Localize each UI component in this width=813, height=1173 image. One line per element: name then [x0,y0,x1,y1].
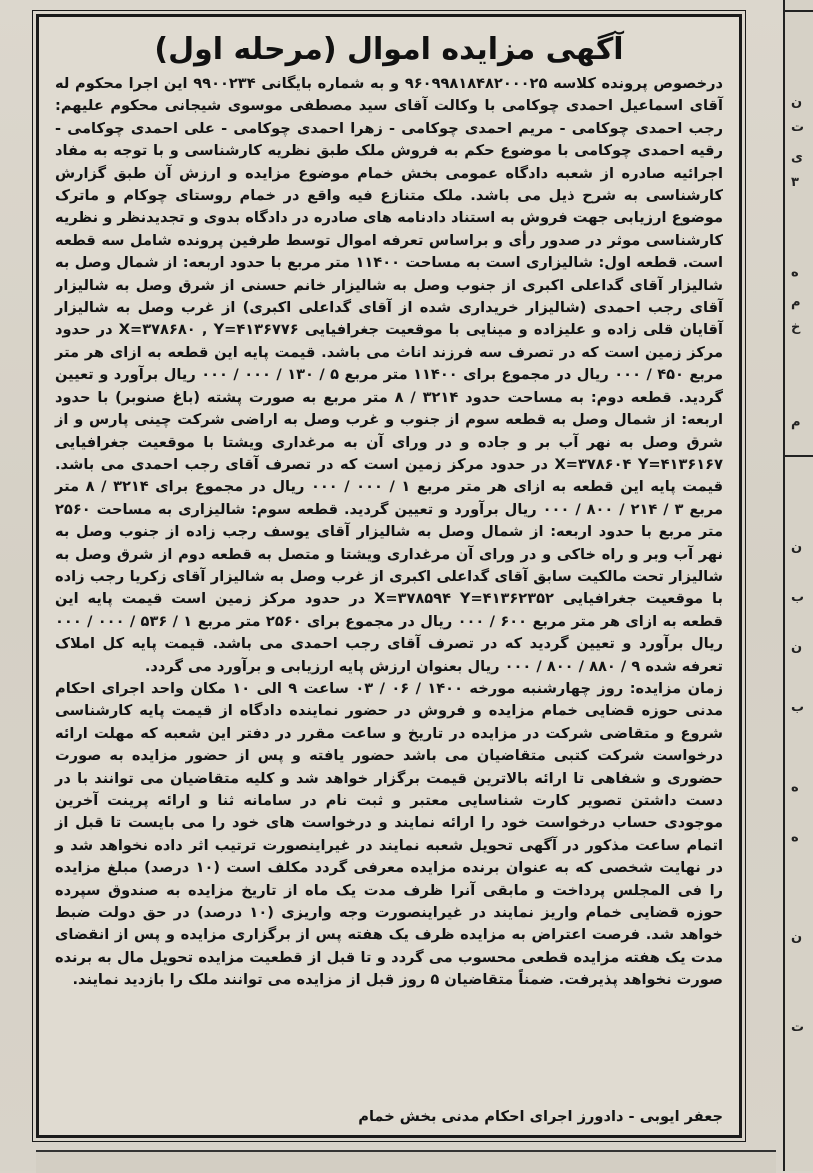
notice-paragraph-auction-terms: زمان مزایده: روز چهارشنبه مورخه ۱۴۰۰ / ۰۶ / ۰۳ ساعت ۹ الی ۱۰ مکان واحد اجرای احکام مدنی حوزه قضایی خمام مزایده و فروش در حضور نماینده دادگاه از قیمت پایه کارشناسی شروع و متقاضی شرکت در مزایده در تاریخ و ساعت مقرر در دفتر این شعبه که مهلت ارائه درخواست شرکت کتبی متقاضیان می باشد حضور یافته و پس از حضور مزایده به صورت حضوری و شفاهی تا ارائه بالاترین قیمت برگزار خواهد شد و کلیه متقاضیان می توانند با در دست داشتن تصویر کارت شناسایی معتبر و ثبت نام در سامانه ثنا و ارائه پرینت آخرین موجودی حساب درخواست خود را ارائه نمایند و درخواست های خود را می بایست تا قبل از اتمام ساعت مذکور در آگهی تحویل شعبه نمایند در غیراینصورت ترتیب اثر داده نخواهد شد و در نهایت شخصی که به عنوان برنده مزایده معرفی گردد مکلف است (۱۰ درصد) مبلغ مزایده را فی المجلس پرداخت و مابقی آنرا ظرف مدت یک ماه از تاریخ مزایده به صندوق سپرده حوزه قضایی خمام واریز نمایند در غیراینصورت وجه واریزی (۱۰ درصد) در حق دولت ضبط خواهد شد. فرصت اعتراض به مزایده ظرف یک هفته پس از برگزاری مزایده و پس از انقضای مدت یک هفته مزایده قطعی محسوب می گردد و تا قبل از قطعیت مزایده تحویل مال به برنده صورت نخواهد پذیرفت. ضمناً متقاضیان ۵ روز قبل از مزایده می توانند ملک را بازدید نمایند. [55,679,724,989]
column-fragment: ب [791,700,805,715]
column-fragment: ن [791,930,803,945]
column-fragment: ن [791,95,803,110]
notice-signature: جعفر ایوبی - دادورز اجرای احکام مدنی بخش خمام [358,1108,723,1125]
column-rule [785,10,813,12]
notice-paragraph-properties: درخصوص پرونده کلاسه ۹۶۰۹۹۸۱۸۴۸۲۰۰۰۲۵ و به شماره بایگانی ۹۹۰۰۲۳۴ این اجرا محکوم له آقای اسماعیل احمدی چوکامی با وکالت آقای سید مصطفی موسوی شیجانی محکوم علیهم: رجب احمدی چوکامی - مریم احمدی چوکامی - زهرا احمدی چوکامی - علی احمدی چوکامی - رقیه احمدی چوکامی با موضوع حکم به فروش ملک طبق نظریه کارشناسی و با توجه به مفاد اجرائیه صادره از شعبه دادگاه عمومی بخش خمام موضوع مزایده و ارزش آن طبق گزارش کارشناسی به شرح ذیل می باشد. ملک متنازع فیه واقع در خمام روستای چوکام و ماترک موضوع ارزیابی جهت فروش به استناد دادنامه های صادره در دادگاه بدوی و تجدیدنظر و نظریه کارشناسی موثر در صدور رأی و براساس تعرفه اموال توسط طرفین پرونده شامل سه قطعه است. قطعه اول: شالیزاری است به مساحت ۱۱۴۰۰ متر مربع با حدود اربعه: از شمال وصل به شالیزار آقای گداعلی اکبری از جنوب وصل به شالیزار خانم حسنی از شرق وصل به شالیزار آقای رجب احمدی (شالیزار خریداری شده از آقای گداعلی اکبری) از غرب وصل به شالیزار آقایان قلی زاده و علیزاده و مینایی با موقعیت جغرافیایی X=۳۷۸۶۸۰ , Y=۴۱۳۶۷۷۶ در حدود مرکز زمین است که در تصرف سه فرزند اناث می باشد. قیمت پایه این قطعه به ازای هر متر مربع ۴۵۰ / ۰۰۰ ریال در مجموع برای ۱۱۴۰۰ متر مربع ۵ / ۱۳۰ / ۰۰۰ / ۰۰۰ ریال برآورد و تعیین گردید. قطعه دوم: به مساحت حدود ۳۲۱۴ / ۸ متر مربع به صورت پشته (باغ صنوبر) با حدود اربعه: از شمال وصل به قطعه سوم از جنوب و غرب وصل به اراضی شرکت چینی پارس و از شرق وصل به نهر آب بر و جاده و در ورای آن به مرغداری ویشتا با موقعیت جغرافیایی X=۳۷۸۶۰۴ Y=۴۱۳۶۱۶۷ در حدود مرکز زمین است که در تصرف آقای رجب احمدی می باشد. قیمت پایه این قطعه به ازای هر متر مربع ۱ / ۰۰۰ / ۰۰۰ ریال در مجموع برای ۳۲۱۴ / ۸ متر مربع ۳ / ۲۱۴ / ۸۰۰ / ۰۰۰ ریال برآورد و تعیین گردید. قطعه سوم: شالیزاری به مساحت ۲۵۶۰ متر مربع با حدود اربعه: از شمال وصل به شالیزار آقای یوسف رجب زاده از جنوب وصل به نهر آب وبر و راه خاکی و در ورای آن مرغداری ویشتا و متصل به قطعه دوم از شرق وصل به شالیزار تحت مالکیت سابق آقای گداعلی اکبری از غرب وصل به شالیزار آقای زکریا رجب زاده با موقعیت جغرافیایی X=۳۷۸۵۹۴ Y=۴۱۳۶۲۳۵۲ در حدود مرکز زمین است قیمت پایه این قطعه به ازای هر متر مربع ۶۰۰ / ۰۰۰ ریال در مجموع برای ۲۵۶۰ متر مربع ۱ / ۵۳۶ / ۰۰۰ / ۰۰۰ ریال برآورد و تعیین گردید که در تصرف آقای رجب احمدی می باشد. قیمت پایه کل املاک تعرفه شده ۹ / ۸۸۰ / ۸۰۰ / ۰۰۰ ریال بعنوان ارزش پایه ارزیابی و برآورد می گردد. [55,75,724,675]
column-fragment: ب [791,590,805,605]
column-rule [785,455,813,457]
column-fragment: م [791,295,801,310]
column-fragment: م [791,415,801,430]
column-fragment: ۳ [791,175,799,190]
column-fragment: ن [791,540,803,555]
adjacent-column [783,0,813,1171]
column-fragment: ه [791,265,799,280]
column-fragment: ی [791,150,803,165]
column-fragment: ن [791,640,803,655]
column-fragment: ه [791,830,799,845]
column-fragment: ت [791,120,805,135]
auction-notice [36,14,742,1138]
notice-title: آگهی مزایده اموال (مرحله اول) [154,32,624,67]
next-ad-edge [36,1150,776,1173]
column-fragment: ه [791,780,799,795]
column-fragment: ت [791,1020,805,1035]
notice-body [55,73,723,992]
column-fragment: خ [791,320,801,335]
